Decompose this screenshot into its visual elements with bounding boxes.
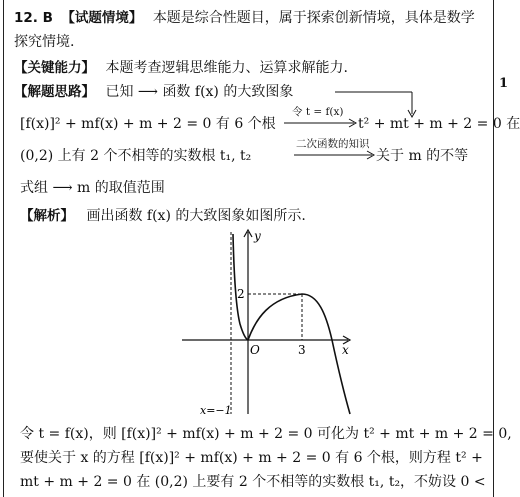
function-graph [170,228,370,418]
tick-y-2: 2 [237,287,245,301]
idea-2-label: 令 t = f(x) [292,106,344,118]
tag-scenario: 【试题情境】 [61,10,143,26]
arrow-icon: ⟶ [137,84,158,100]
idea-4a: 式组 [20,180,48,196]
tag-idea: 【解题思路】 [14,84,95,100]
problem-number: 12. B [14,10,53,26]
ability-text: 本题考查逻辑思维能力、运算求解能力. [105,60,348,76]
idea-3a: (0,2) 上有 2 个不相等的实数根 t₁, t₂ [20,148,252,164]
tick-x-3: 3 [298,343,306,357]
right-margin-char: 1 [499,76,509,91]
idea-1a: 已知 [105,84,134,100]
arrow-icon: ⟶ [52,180,73,196]
tag-solution: 【解析】 [20,208,74,224]
x-axis-label: x [342,343,349,357]
para-1: 令 t = f(x)，则 [f(x)]² + mf(x) + m + 2 = 0 可化为 t² + mt + m + 2 = 0, [20,426,512,442]
idea-2a: [f(x)]² + mf(x) + m + 2 = 0 有 6 个根 [20,116,276,132]
idea-line-2 [20,114,276,134]
flow-connector [0,0,509,160]
idea-line-3 [20,146,251,166]
scenario-text-1: 本题是综合性题目，属于探索创新情境，具体是数学 [152,10,475,26]
asymptote-label: x=−1 [200,404,232,417]
idea-line-4 [20,178,165,198]
idea-3b-wrap [376,146,468,166]
tag-ability: 【关键能力】 [14,60,95,76]
idea-3-label: 二次函数的知识 [296,138,370,150]
solution-line [20,206,306,226]
idea-3b: 关于 m 的不等 [376,148,469,164]
idea-4b: m 的取值范围 [76,180,165,196]
y-axis-label: y [254,229,261,243]
para-3: mt + m + 2 = 0 在 (0,2) 上要有 2 个不相等的实数根 t₁, t₂，不妨设 0 < [20,474,486,490]
idea-1b: 函数 f(x) 的大致图象 [162,84,294,100]
para-2: 要使关于 x 的方程 [f(x)]² + mf(x) + m + 2 = 0 有 6 个根，则方程 t² + [20,450,483,466]
idea-2b-wrap [358,114,520,134]
solution-text: 画出函数 f(x) 的大致图象如图所示. [86,208,306,224]
idea-2b: t² + mt + m + 2 = 0 在 [358,116,520,132]
origin-label: O [250,343,260,357]
scenario-text-2: 探究情境. [14,34,75,50]
